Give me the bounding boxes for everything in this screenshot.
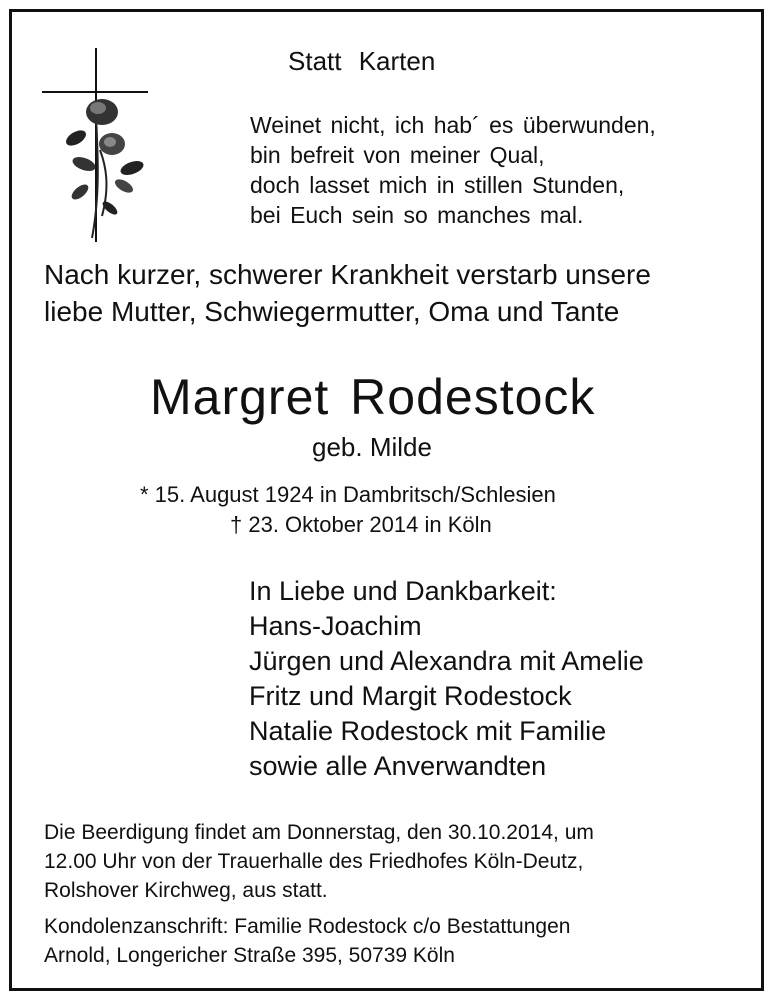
obituary-card	[9, 9, 764, 991]
deceased-name: Margret Rodestock	[150, 369, 596, 425]
mourners-line: In Liebe und Dankbarkeit:	[249, 576, 557, 606]
poem	[250, 110, 656, 230]
intro-line: Nach kurzer, schwerer Krankheit verstarb unsere	[44, 259, 651, 290]
funeral-line: 12.00 Uhr von der Trauerhalle des Friedhofes Köln-Deutz,	[44, 850, 584, 873]
poem-line: Weinet nicht, ich hab´ es überwunden,	[250, 112, 656, 138]
funeral-info	[44, 818, 594, 905]
intro-text	[44, 256, 651, 330]
mourners-list	[249, 574, 644, 784]
poem-line: bin befreit von meiner Qual,	[250, 142, 545, 168]
poem-line: doch lasset mich in stillen Stunden,	[250, 172, 625, 198]
mourners-line: Jürgen und Alexandra mit Amelie	[249, 646, 644, 676]
mourners-line: Fritz und Margit Rodestock	[249, 681, 572, 711]
poem-line: bei Euch sein so manches mal.	[250, 202, 584, 228]
mourners-line: sowie alle Anverwandten	[249, 751, 547, 781]
funeral-line: Die Beerdigung findet am Donnerstag, den 30.10.2014, um	[44, 821, 594, 844]
condolence-line: Arnold, Longericher Straße 395, 50739 Köln	[44, 944, 455, 967]
heading: Statt Karten	[288, 46, 436, 76]
intro-line: liebe Mutter, Schwiegermutter, Oma und Tante	[44, 296, 620, 327]
cross-with-rose-icon	[40, 46, 150, 246]
condolence-line: Kondolenzanschrift: Familie Rodestock c/o Bestattungen	[44, 915, 571, 938]
death-date: † 23. Oktober 2014 in Köln	[230, 512, 492, 537]
mourners-line: Hans-Joachim	[249, 611, 422, 641]
mourners-line: Natalie Rodestock mit Familie	[249, 716, 607, 746]
life-dates	[140, 480, 556, 540]
birth-date: * 15. August 1924 in Dambritsch/Schlesien	[140, 482, 556, 507]
condolence-address	[44, 912, 570, 970]
maiden-name: geb. Milde	[312, 432, 432, 462]
funeral-line: Rolshover Kirchweg, aus statt.	[44, 879, 328, 902]
